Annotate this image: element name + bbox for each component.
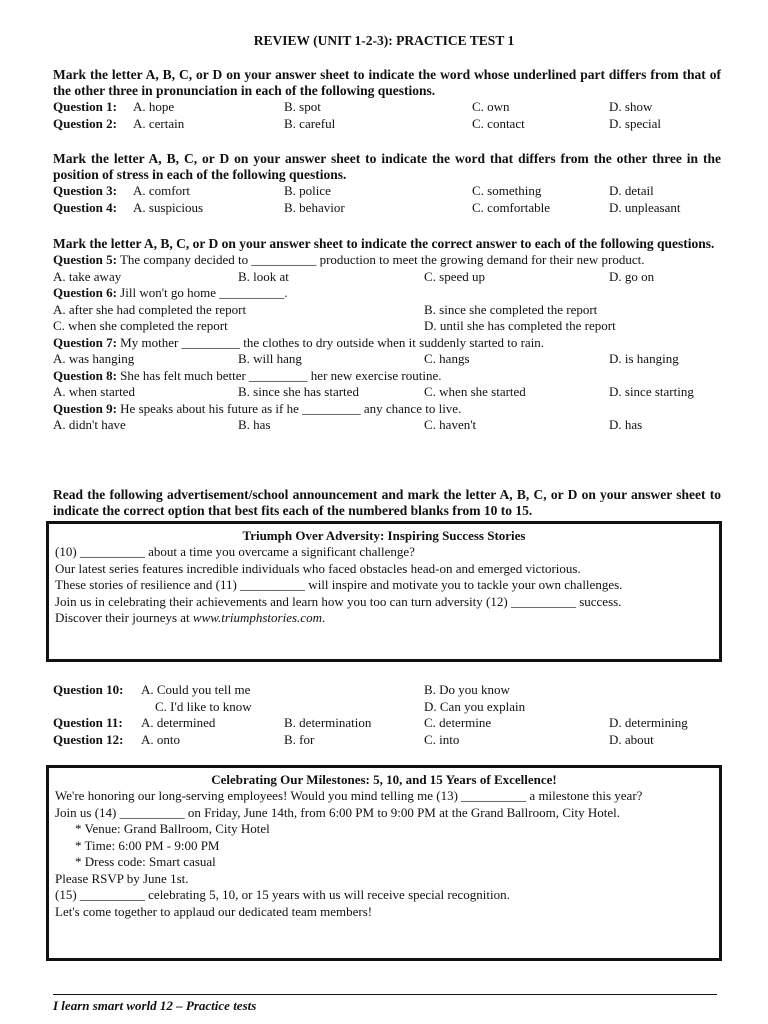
option-c: C. hangs <box>424 351 470 366</box>
option-d: D. determining <box>609 715 688 730</box>
question-stem <box>53 368 721 385</box>
website-link[interactable]: www.triumphstories.com <box>192 610 322 625</box>
question-row <box>53 302 721 319</box>
option-b: B. for <box>284 731 315 747</box>
option-a: A. hope <box>133 99 175 114</box>
question-label: Question 11: <box>53 715 123 730</box>
option-d: D. show <box>609 99 653 114</box>
question-row <box>53 269 721 286</box>
option-b: B. police <box>284 183 331 198</box>
question-text: My mother _________ the clothes to dry outside when it suddenly started to rain. <box>120 334 545 350</box>
option-b: B. spot <box>284 99 321 114</box>
question-row <box>53 200 721 217</box>
url-suffix: . <box>321 610 326 625</box>
option-a: A. onto <box>141 731 180 747</box>
question-label: Question 12: <box>53 731 124 747</box>
option-c: C. own <box>472 99 510 114</box>
option-a: A. determined <box>141 715 216 730</box>
announcement-line: (15) __________ celebrating 5, 10, or 15 years with us will receive special recognition. <box>55 887 510 902</box>
question-label: Question 4: <box>53 199 117 215</box>
option-a: A. take away <box>53 268 122 284</box>
option-d: D. about <box>609 731 654 747</box>
option-b: B. since she has started <box>238 384 359 399</box>
question-label: Question 5: <box>53 252 117 267</box>
question-stem <box>53 252 721 269</box>
question-stem <box>53 401 721 418</box>
announcement-dress-code: * Dress code: Smart casual <box>75 854 216 869</box>
announcement-venue: * Venue: Grand Ballroom, City Hotel <box>75 821 270 836</box>
option-b: B. will hang <box>238 351 302 366</box>
footer-text: I learn smart world 12 – Practice tests <box>53 998 257 1013</box>
option-c: C. speed up <box>424 268 486 284</box>
option-c: C. something <box>472 183 542 198</box>
advertisement-line: Our latest series features incredible individuals who faced obstacles head-on and emerged victorious. <box>55 560 581 576</box>
question-label: Question 1: <box>53 99 117 114</box>
option-b: B. since she completed the report <box>424 301 598 317</box>
question-row <box>53 99 721 116</box>
question-label: Question 2: <box>53 115 117 131</box>
option-b: B. determination <box>284 715 372 730</box>
page-title: REVIEW (UNIT 1-2-3): PRACTICE TEST 1 <box>253 33 515 48</box>
question-stem <box>53 335 721 352</box>
announcement-time: * Time: 6:00 PM - 9:00 PM <box>75 837 220 853</box>
announcement-title: Celebrating Our Milestones: 5, 10, and 15 Years of Excellence! <box>211 772 557 787</box>
option-a: A. Could you tell me <box>141 682 251 697</box>
question-row <box>53 715 721 732</box>
option-a: A. after she had completed the report <box>53 301 247 317</box>
option-c: C. contact <box>472 115 525 131</box>
announcement-line: We're honoring our long-serving employees! Would you mind telling me (13) __________ a milestone this year? <box>55 788 643 803</box>
option-b: B. has <box>238 417 271 432</box>
question-label: Question 7: <box>53 334 117 350</box>
question-row <box>53 682 721 699</box>
option-d: D. since starting <box>609 384 694 399</box>
advertisement-line: These stories of resilience and (11) __________ will inspire and motivate you to tackle your own challenges. <box>55 577 623 592</box>
question-text: The company decided to __________ production to meet the growing demand for their new product. <box>119 252 645 267</box>
footer-divider <box>53 994 717 995</box>
question-row <box>53 732 721 749</box>
question-stem <box>53 285 721 302</box>
question-row <box>53 351 721 368</box>
option-c: C. comfortable <box>472 199 550 215</box>
section-reading <box>53 487 721 519</box>
option-d: D. Can you explain <box>424 698 526 714</box>
question-label: Question 8: <box>53 367 117 383</box>
option-d: D. is hanging <box>609 351 679 366</box>
option-d: D. special <box>609 115 661 131</box>
option-c: C. I'd like to know <box>155 698 252 714</box>
option-c: C. determine <box>424 715 492 730</box>
question-row <box>53 384 721 401</box>
announcement-line: Join us (14) __________ on Friday, June 14th, from 6:00 PM to 9:00 PM at the Grand Ballroom, City Hotel. <box>55 804 620 820</box>
option-b: B. careful <box>284 115 336 131</box>
option-a: A. suspicious <box>133 199 204 215</box>
question-text: He speaks about his future as if he _________ any chance to live. <box>120 400 462 416</box>
section-instruction: Read the following advertisement/school announcement and mark the letter A, B, C, or D on your answer sheet to indicate the correct option that best fits each of the numbered blanks from 10 to 15. <box>53 487 721 518</box>
question-text: She has felt much better _________ her new exercise routine. <box>120 367 442 383</box>
questions-10-12 <box>53 682 721 748</box>
option-c: C. when she started <box>424 384 526 399</box>
advertisement-line: (10) __________ about a time you overcame a significant challenge? <box>55 544 415 559</box>
advertisement-line: Join us in celebrating their achievements and learn how you too can turn adversity (12) __________ success. <box>55 593 622 609</box>
question-row <box>53 183 721 200</box>
question-label: Question 6: <box>53 285 117 300</box>
question-label: Question 9: <box>53 400 117 416</box>
question-text: Jill won't go home __________. <box>120 285 288 300</box>
url-prefix: Discover their journeys at <box>55 610 193 625</box>
option-a: A. comfort <box>133 183 191 198</box>
option-d: D. detail <box>609 183 654 198</box>
announcement-box <box>46 765 722 961</box>
section-stress <box>53 151 721 216</box>
question-row <box>53 699 721 716</box>
option-b: B. look at <box>238 268 289 284</box>
option-d: D. go on <box>609 268 655 284</box>
section-instruction: Mark the letter A, B, C, or D on your answer sheet to indicate the correct answer to each of the following questions. <box>53 236 715 251</box>
option-d: D. has <box>609 417 643 432</box>
option-d: D. until she has completed the report <box>424 318 616 333</box>
question-label: Question 10: <box>53 682 124 697</box>
question-row <box>53 318 721 335</box>
section-instruction: Mark the letter A, B, C, or D on your answer sheet to indicate the word that differs from the other three in the position of stress in each of the following questions. <box>53 151 721 182</box>
section-grammar <box>53 236 721 434</box>
advertisement-box <box>46 521 722 662</box>
option-a: A. certain <box>133 115 185 131</box>
option-c: C. haven't <box>424 417 477 432</box>
announcement-rsvp: Please RSVP by June 1st. <box>55 870 189 886</box>
option-a: A. didn't have <box>53 417 126 432</box>
option-a: A. was hanging <box>53 351 135 366</box>
question-row <box>53 116 721 133</box>
section-instruction: Mark the letter A, B, C, or D on your answer sheet to indicate the word whose underlined part differs from that of the other three in pronunciation in each of the following questions. <box>53 67 721 98</box>
option-b: B. Do you know <box>424 682 510 697</box>
option-d: D. unpleasant <box>609 199 681 215</box>
question-row <box>53 417 721 434</box>
advertisement-title: Triumph Over Adversity: Inspiring Success Stories <box>242 528 526 543</box>
announcement-closing: Let's come together to applaud our dedicated team members! <box>55 903 373 919</box>
option-b: B. behavior <box>284 199 345 215</box>
question-label: Question 3: <box>53 183 117 198</box>
section-pronunciation <box>53 67 721 132</box>
option-a: A. when started <box>53 384 135 399</box>
advertisement-line <box>55 610 713 627</box>
option-c: C. into <box>424 731 460 747</box>
option-c: C. when she completed the report <box>53 318 228 333</box>
